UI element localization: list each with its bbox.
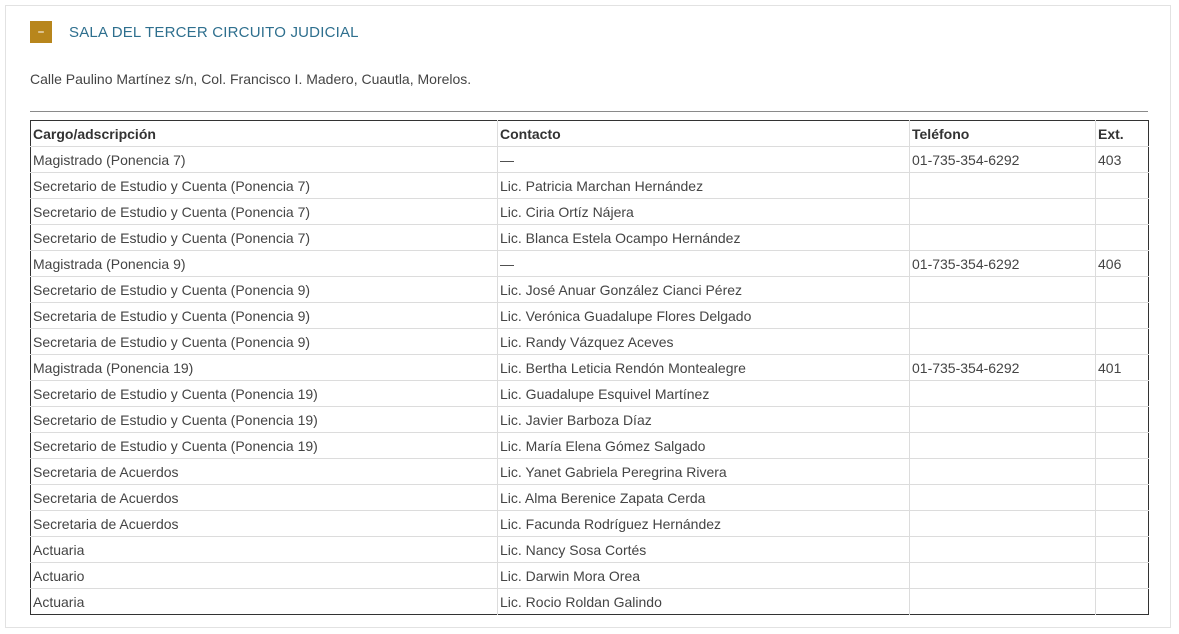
table-row xyxy=(31,251,1149,277)
cell-cargo: Secretario de Estudio y Cuenta (Ponencia 7) xyxy=(31,225,498,251)
cell-ext: 401 xyxy=(1096,355,1149,381)
cell-telefono xyxy=(910,329,1096,355)
cell-ext xyxy=(1096,303,1149,329)
cell-ext xyxy=(1096,563,1149,589)
cell-contacto: — xyxy=(498,147,910,173)
cell-telefono: 01-735-354-6292 xyxy=(910,147,1096,173)
cell-telefono xyxy=(910,407,1096,433)
collapse-icon[interactable]: – xyxy=(30,21,52,43)
cell-contacto: Lic. Yanet Gabriela Peregrina Rivera xyxy=(498,459,910,485)
cell-telefono: 01-735-354-6292 xyxy=(910,251,1096,277)
table-row xyxy=(31,225,1149,251)
address-text: Calle Paulino Martínez s/n, Col. Francisco I. Madero, Cuautla, Morelos. xyxy=(30,71,472,87)
cell-cargo: Actuaria xyxy=(31,589,498,615)
table-row xyxy=(31,173,1149,199)
cell-contacto: Lic. Facunda Rodríguez Hernández xyxy=(498,511,910,537)
table-row xyxy=(31,433,1149,459)
cell-contacto: Lic. Randy Vázquez Aceves xyxy=(498,329,910,355)
cell-contacto: Lic. Bertha Leticia Rendón Montealegre xyxy=(498,355,910,381)
table-row xyxy=(31,459,1149,485)
cell-telefono xyxy=(910,511,1096,537)
cell-telefono xyxy=(910,199,1096,225)
cell-cargo: Actuaria xyxy=(31,537,498,563)
cell-cargo: Secretaria de Estudio y Cuenta (Ponencia 9) xyxy=(31,329,498,355)
table-row xyxy=(31,485,1149,511)
cell-contacto: Lic. Guadalupe Esquivel Martínez xyxy=(498,381,910,407)
divider xyxy=(30,111,1148,112)
cell-cargo: Secretario de Estudio y Cuenta (Ponencia 9) xyxy=(31,277,498,303)
directory-table xyxy=(30,120,1149,615)
cell-telefono xyxy=(910,225,1096,251)
table-row xyxy=(31,563,1149,589)
accordion-header[interactable] xyxy=(30,21,359,43)
cell-ext: 406 xyxy=(1096,251,1149,277)
cell-contacto: Lic. María Elena Gómez Salgado xyxy=(498,433,910,459)
cell-contacto: Lic. Verónica Guadalupe Flores Delgado xyxy=(498,303,910,329)
cell-ext xyxy=(1096,173,1149,199)
cell-ext xyxy=(1096,381,1149,407)
table-row xyxy=(31,381,1149,407)
cell-contacto: Lic. Blanca Estela Ocampo Hernández xyxy=(498,225,910,251)
cell-cargo: Secretaria de Estudio y Cuenta (Ponencia 9) xyxy=(31,303,498,329)
cell-cargo: Actuario xyxy=(31,563,498,589)
cell-ext: 403 xyxy=(1096,147,1149,173)
section-title[interactable]: SALA DEL TERCER CIRCUITO JUDICIAL xyxy=(69,23,359,41)
cell-telefono xyxy=(910,433,1096,459)
cell-cargo: Secretario de Estudio y Cuenta (Ponencia 19) xyxy=(31,433,498,459)
table-header-row xyxy=(31,121,1149,147)
cell-contacto: Lic. Darwin Mora Orea xyxy=(498,563,910,589)
cell-contacto: Lic. Rocio Roldan Galindo xyxy=(498,589,910,615)
cell-ext xyxy=(1096,433,1149,459)
cell-ext xyxy=(1096,511,1149,537)
cell-telefono: 01-735-354-6292 xyxy=(910,355,1096,381)
cell-contacto: Lic. Nancy Sosa Cortés xyxy=(498,537,910,563)
cell-ext xyxy=(1096,329,1149,355)
cell-cargo: Secretario de Estudio y Cuenta (Ponencia 19) xyxy=(31,381,498,407)
cell-cargo: Secretario de Estudio y Cuenta (Ponencia 7) xyxy=(31,173,498,199)
cell-ext xyxy=(1096,407,1149,433)
cell-contacto: Lic. Alma Berenice Zapata Cerda xyxy=(498,485,910,511)
header-contacto: Contacto xyxy=(498,121,910,147)
cell-ext xyxy=(1096,589,1149,615)
header-telefono: Teléfono xyxy=(910,121,1096,147)
cell-ext xyxy=(1096,225,1149,251)
table-row xyxy=(31,537,1149,563)
cell-telefono xyxy=(910,537,1096,563)
table-row xyxy=(31,511,1149,537)
cell-telefono xyxy=(910,277,1096,303)
cell-cargo: Magistrada (Ponencia 19) xyxy=(31,355,498,381)
cell-cargo: Magistrada (Ponencia 9) xyxy=(31,251,498,277)
cell-cargo: Secretaria de Acuerdos xyxy=(31,485,498,511)
accordion-panel xyxy=(5,5,1171,628)
cell-telefono xyxy=(910,563,1096,589)
cell-cargo: Secretario de Estudio y Cuenta (Ponencia 7) xyxy=(31,199,498,225)
cell-contacto: Lic. Javier Barboza Díaz xyxy=(498,407,910,433)
cell-telefono xyxy=(910,459,1096,485)
cell-telefono xyxy=(910,381,1096,407)
cell-ext xyxy=(1096,485,1149,511)
table-row xyxy=(31,199,1149,225)
cell-contacto: Lic. Patricia Marchan Hernández xyxy=(498,173,910,199)
cell-telefono xyxy=(910,173,1096,199)
cell-ext xyxy=(1096,199,1149,225)
cell-ext xyxy=(1096,459,1149,485)
cell-ext xyxy=(1096,537,1149,563)
table-row xyxy=(31,277,1149,303)
table-row xyxy=(31,329,1149,355)
table-row xyxy=(31,147,1149,173)
cell-contacto: — xyxy=(498,251,910,277)
cell-telefono xyxy=(910,589,1096,615)
table-row xyxy=(31,589,1149,615)
table-row xyxy=(31,303,1149,329)
cell-ext xyxy=(1096,277,1149,303)
cell-contacto: Lic. José Anuar González Cianci Pérez xyxy=(498,277,910,303)
cell-contacto: Lic. Ciria Ortíz Nájera xyxy=(498,199,910,225)
cell-cargo: Secretaria de Acuerdos xyxy=(31,459,498,485)
cell-cargo: Magistrado (Ponencia 7) xyxy=(31,147,498,173)
cell-telefono xyxy=(910,303,1096,329)
cell-cargo: Secretaria de Acuerdos xyxy=(31,511,498,537)
cell-telefono xyxy=(910,485,1096,511)
cell-cargo: Secretario de Estudio y Cuenta (Ponencia 19) xyxy=(31,407,498,433)
table-row xyxy=(31,407,1149,433)
table-row xyxy=(31,355,1149,381)
header-ext: Ext. xyxy=(1096,121,1149,147)
header-cargo: Cargo/adscripción xyxy=(33,125,156,142)
